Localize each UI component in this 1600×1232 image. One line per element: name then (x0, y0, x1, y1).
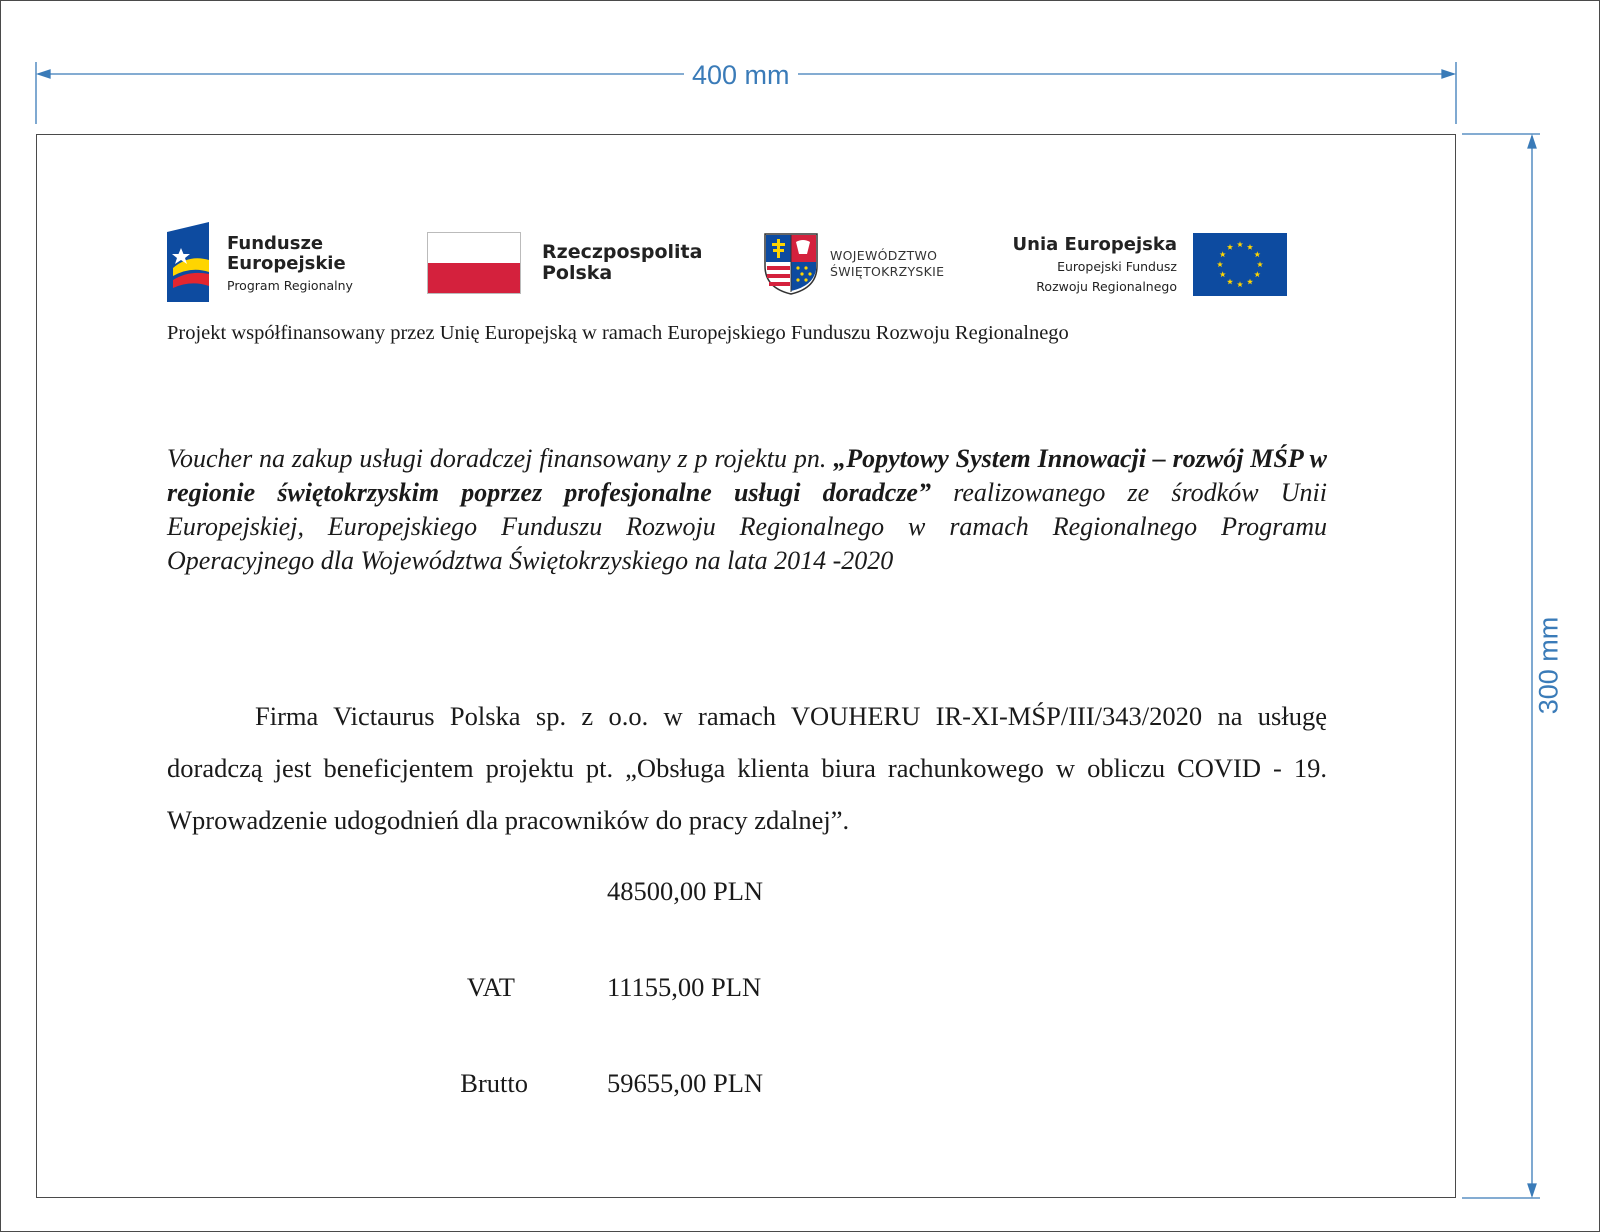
rzeczpospolita-line2: Polska (542, 262, 613, 284)
voucher-rest: realizowanego ze środków Unii Europejskiej, Europejskiego Funduszu Rozwoju Regionalnego w ramach Regionalnego Programu Operacyjnego dla Województwa Świętokrzyskiego na lata 2014 -2020 (167, 478, 1327, 575)
height-arrow-top (1528, 136, 1536, 148)
financial-value: 48500,00 PLN (607, 876, 764, 906)
wojewodztwo-swietokrzyskie-logo (763, 220, 963, 300)
unia-title: Unia Europejska (1012, 234, 1177, 255)
height-arrow-bottom (1528, 1184, 1536, 1196)
unia-sub-line1: Europejski Fundusz (1057, 259, 1177, 274)
rzeczpospolita-polska-logo (427, 220, 717, 300)
width-arrow-left (38, 70, 50, 78)
swietokrzyskie-crest-icon (763, 232, 819, 296)
unia-sub-line2: Rozwoju Regionalnego (1036, 279, 1177, 294)
rzeczpospolita-line1: Rzeczpospolita (542, 241, 703, 263)
fundusze-title-line2: Europejskie (227, 253, 346, 274)
fundusze-europejskie-icon (167, 222, 211, 302)
financial-label: VAT (466, 972, 515, 1002)
unia-europejska-logo (1007, 220, 1297, 300)
logo-strip (167, 220, 1292, 300)
cofinancing-statement: Projekt współfinansowany przez Unię Europejską w ramach Europejskiego Funduszu Rozwoju Regionalnego (167, 322, 1069, 344)
voucher-project-name: „Popytowy System Innowacji – rozwój MŚP w regionie świętokrzyskim poprzez profesjonalne usługi doradcze” (167, 444, 1327, 507)
fundusze-europejskie-logo (167, 220, 377, 300)
width-arrow-right (1442, 70, 1454, 78)
financial-value: 11155,00 PLN (607, 972, 762, 1002)
polish-flag-icon (427, 232, 521, 294)
voucher-description (167, 442, 1327, 578)
height-dimension-label: 300 mm (1536, 597, 1563, 735)
financial-label: Brutto (460, 1068, 528, 1098)
wojewodztwo-line1: WOJEWÓDZTWO (830, 248, 938, 263)
fundusze-title-line1: Fundusze (227, 233, 324, 254)
financial-value: 59655,00 PLN (607, 1068, 764, 1098)
voucher-intro: Voucher na zakup usługi doradczej finansowany z p rojektu pn. (167, 444, 834, 473)
width-dimension-label: 400 mm (684, 62, 798, 89)
fundusze-subtitle: Program Regionalny (227, 278, 353, 293)
wojewodztwo-line2: ŚWIĘTOKRZYSKIE (830, 264, 945, 279)
eu-flag-icon (1193, 233, 1287, 296)
beneficiary-statement: Firma Victaurus Polska sp. z o.o. w ramach VOUHERU IR-XI-MŚP/III/343/2020 na usługę doradczą jest beneficjentem projektu pt. „Obsługa klienta biura rachunkowego w obliczu COVID - 19. Wprowadzenie udogodnień dla pracowników do pracy zdalnej”. (167, 701, 1327, 835)
